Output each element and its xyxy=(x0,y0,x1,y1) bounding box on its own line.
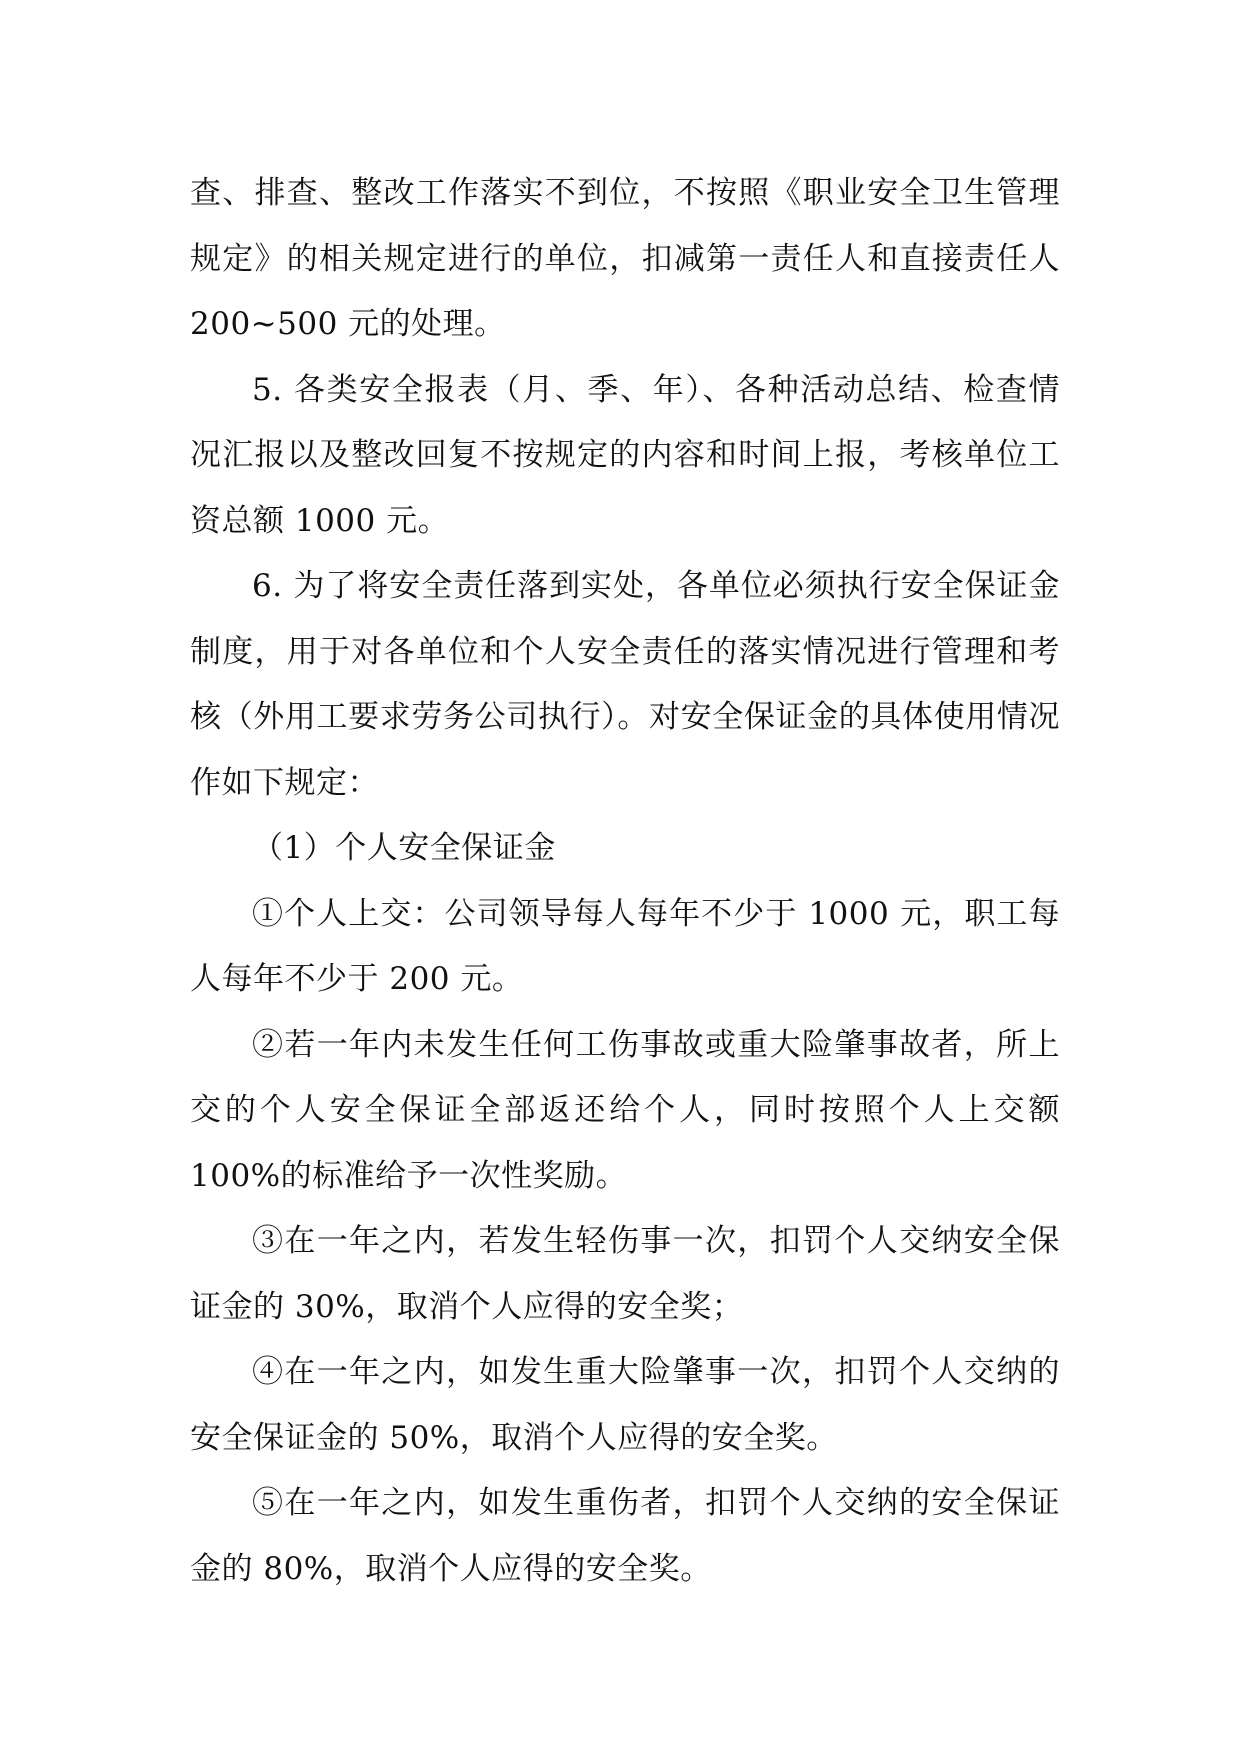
subheading-personal-deposit: （1）个人安全保证金 xyxy=(252,830,556,866)
document-body xyxy=(190,161,1060,1602)
paragraph-circle-2: ②若一年内未发生任何工伤事故或重大险肇事故者，所上交的个人安全保证全部返还给个人，同时按照个人上交额 100%的标准给予一次性奖励。 xyxy=(190,1026,1060,1194)
paragraph-circle-5: ⑤在一年之内，如发生重伤者，扣罚个人交纳的安全保证金的 80%，取消个人应得的安全奖。 xyxy=(190,1485,1060,1587)
paragraph-item-6: 6. 为了将安全责任落到实处，各单位必须执行安全保证金制度，用于对各单位和个人安全责任的落实情况进行管理和考核（外用工要求劳务公司执行）。对安全保证金的具体使用情况作如下规定： xyxy=(190,568,1060,801)
paragraph-circle-1: ①个人上交：公司领导每人每年不少于 1000 元，职工每人每年不少于 200 元。 xyxy=(190,895,1060,997)
paragraph-circle-4: ④在一年之内，如发生重大险肇事一次，扣罚个人交纳的安全保证金的 50%，取消个人应得的安全奖。 xyxy=(190,1354,1060,1456)
paragraph-continuation: 查、排查、整改工作落实不到位，不按照《职业安全卫生管理规定》的相关规定进行的单位，扣减第一责任人和直接责任人 200~500 元的处理。 xyxy=(190,175,1060,342)
paragraph-item-5: 5. 各类安全报表（月、季、年）、各种活动总结、检查情况汇报以及整改回复不按规定的内容和时间上报，考核单位工资总额 1000 元。 xyxy=(190,371,1060,539)
paragraph-circle-3: ③在一年之内，若发生轻伤事一次，扣罚个人交纳安全保证金的 30%，取消个人应得的安全奖； xyxy=(190,1223,1060,1325)
